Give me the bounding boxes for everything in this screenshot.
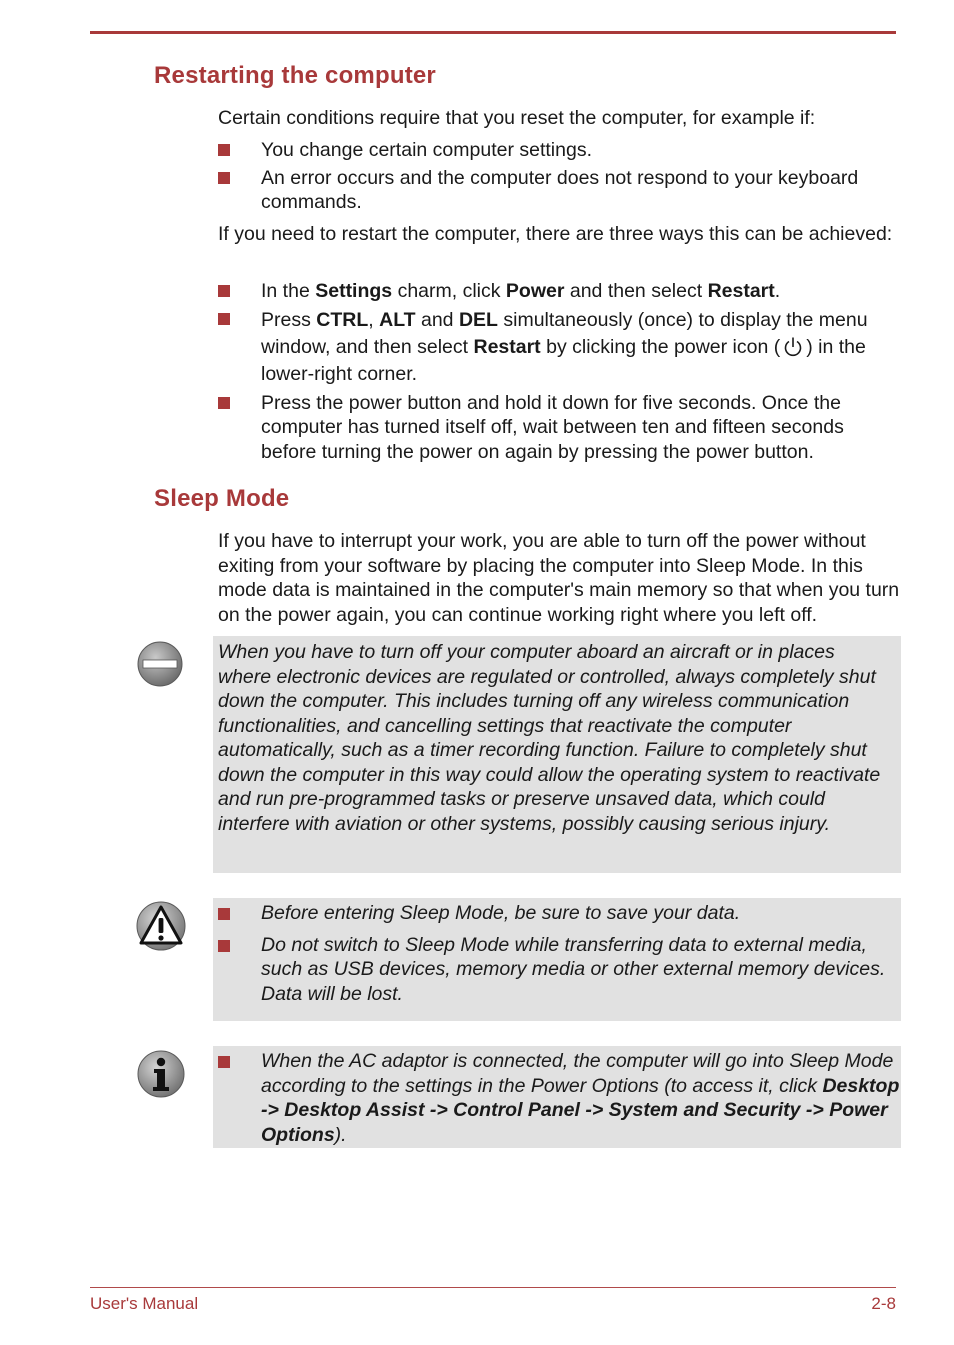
- info-note: [213, 1046, 901, 1148]
- footer-rule: [90, 1287, 896, 1288]
- prohibited-note: [213, 636, 901, 873]
- list-item: Press CTRL, ALT and DEL simultaneously (once) to display the menu window, and then select Restart by clicking the power icon ( ) in the lower-right corner.: [218, 307, 902, 388]
- list-item: In the Settings charm, click Power and then select Restart.: [218, 279, 902, 304]
- caution-icon: [136, 901, 186, 951]
- prohibited-icon: [137, 641, 183, 687]
- bullet-square: [218, 313, 230, 325]
- heading-sleep-mode: Sleep Mode: [154, 485, 290, 512]
- bullet-square: [218, 1056, 230, 1068]
- caution-list: [213, 898, 901, 1006]
- list-item: Do not switch to Sleep Mode while transferring data to external media, such as USB devices, memory media or other external memory devices. Data will be lost.: [213, 933, 901, 1007]
- header-rule: [90, 31, 896, 34]
- restart-ways-intro: If you need to restart the computer, there are three ways this can be achieved:: [218, 223, 893, 245]
- restart-conditions-list: [218, 138, 902, 215]
- list-item: When the AC adaptor is connected, the computer will go into Sleep Mode according to the settings in the Power Options (to access it, click Desktop -> Desktop Assist -> Control Panel -> System and Security -> Power Options).: [213, 1049, 901, 1147]
- info-icon: [137, 1050, 185, 1098]
- bullet-square: [218, 285, 230, 297]
- bullet-square: [218, 940, 230, 952]
- page-number: 2-8: [871, 1294, 896, 1313]
- list-item: Press the power button and hold it down for five seconds. Once the computer has turned itself off, wait between ten and fifteen seconds before turning the power on again by pressing the power button.: [218, 391, 902, 465]
- restart-ways-list: [218, 279, 902, 464]
- list-item: Before entering Sleep Mode, be sure to save your data.: [213, 901, 901, 926]
- power-icon: [783, 336, 803, 358]
- list-item: You change certain computer settings.: [218, 138, 902, 163]
- info-list: [213, 1046, 901, 1147]
- caution-note: [213, 898, 901, 1021]
- bullet-square: [218, 908, 230, 920]
- prohibited-note-text: When you have to turn off your computer aboard an aircraft or in places where electronic devices are regulated or controlled, always completely shut down the computer. This includes turning off any wireless communication functionalities, and cancelling settings that reactivate the computer automatically, such as a timer recording function. Failure to completely shut down the computer in this way could allow the operating system to reactivate and run pre-programmed tasks or preserve unsaved data, which could interfere with aviation or other systems, possibly causing serious injury.: [218, 641, 881, 835]
- bullet-square: [218, 172, 230, 184]
- restart-intro: Certain conditions require that you reset the computer, for example if:: [218, 107, 816, 129]
- list-item: An error occurs and the computer does not respond to your keyboard commands.: [218, 166, 902, 215]
- heading-restarting: Restarting the computer: [154, 62, 436, 89]
- bullet-square: [218, 397, 230, 409]
- bullet-square: [218, 144, 230, 156]
- sleep-intro: If you have to interrupt your work, you are able to turn off the power without exiting from your software by placing the computer into Sleep Mode. In this mode data is maintained in the computer's main memory so that when you turn on the power again, you can continue working right where you left off.: [218, 530, 900, 626]
- footer-title: User's Manual: [90, 1294, 199, 1313]
